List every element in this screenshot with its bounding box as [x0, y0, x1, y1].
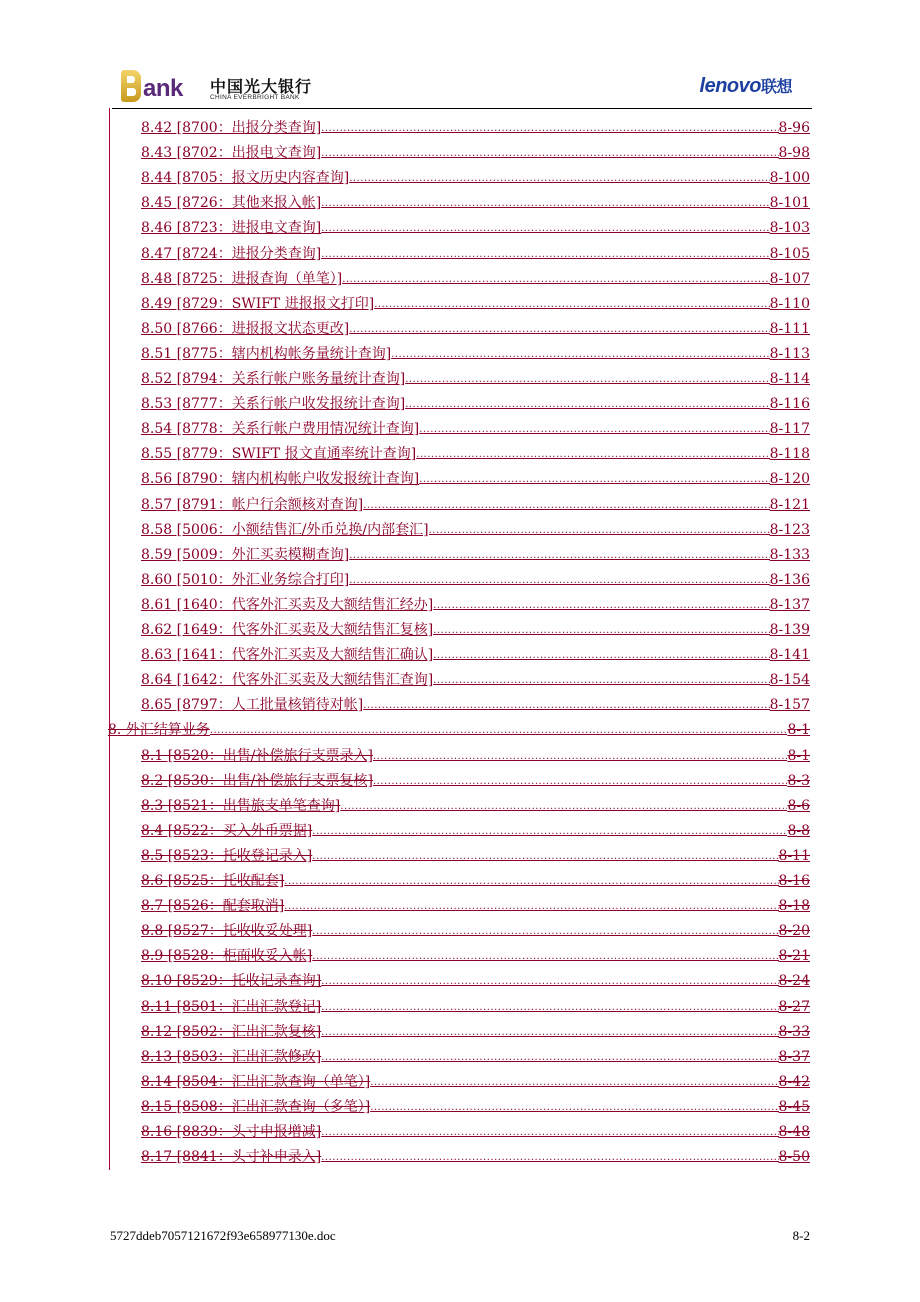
toc-entry-page: 8-20: [778, 923, 810, 940]
toc-entry-page: 8-123: [769, 521, 810, 538]
toc-leader-dots: [349, 170, 769, 187]
toc-leader-dots: [391, 346, 769, 363]
toc-entry-title: 8.8 [8527：托收收妥处理]: [141, 923, 313, 940]
toc-leader-dots: [433, 597, 769, 614]
toc-entry-title: 8.13 [8503：汇出汇款修改]: [141, 1048, 322, 1065]
bank-name-en: CHINA EVERBRIGHT BANK: [210, 94, 300, 101]
toc-entry[interactable]: [141, 239, 810, 263]
toc-entry-title: 8.12 [8502：汇出汇款复核]: [141, 1023, 322, 1040]
toc-entry-title: 8.48 [8725：进报查询（单笔）]: [141, 270, 343, 287]
toc-leader-dots: [321, 1149, 778, 1166]
toc-entry[interactable]: [141, 439, 810, 463]
toc-entry-page: 8-157: [769, 697, 810, 714]
toc-entry-title: 8.62 [1649：代客外汇买卖及大额结售汇复核]: [141, 622, 434, 638]
toc-leader-dots: [433, 647, 769, 664]
toc-leader-dots: [284, 898, 778, 915]
toc-leader-dots: [373, 773, 787, 790]
toc-entry-page: 8-100: [769, 170, 810, 187]
toc-entry[interactable]: [141, 339, 810, 363]
toc-entry-title: 8.65 [8797：人工批量核销待对帐]: [141, 697, 364, 714]
toc-entry-title: 8.43 [8702：出报电文查询]: [141, 145, 322, 162]
toc-entry-page: 8-11: [778, 847, 810, 864]
revision-bar: [109, 108, 110, 1170]
toc-entry[interactable]: [141, 1117, 810, 1141]
toc-entry[interactable]: [141, 866, 810, 890]
toc-entry-page: 8-45: [778, 1098, 810, 1115]
toc-leader-dots: [321, 195, 769, 212]
toc-entry[interactable]: [141, 916, 810, 940]
toc-entry-title: 8.63 [1641：代客外汇买卖及大额结售汇确认]: [141, 647, 434, 664]
toc-entry[interactable]: [141, 841, 810, 865]
toc-entry[interactable]: [141, 464, 810, 488]
toc-entry-page: 8-50: [778, 1149, 810, 1166]
toc-leader-dots: [370, 1099, 778, 1116]
toc-leader-dots: [419, 421, 769, 438]
toc-entry[interactable]: [141, 640, 810, 664]
toc-entry-page: 8-48: [778, 1124, 810, 1140]
toc-entry-title: 8.58 [5006：小额结售汇/外币兑换/内部套汇]: [141, 521, 429, 538]
toc-entry-title: 8.57 [8791：帐户行余额核对查询]: [141, 496, 364, 513]
toc-entry-page: 8-101: [769, 195, 810, 212]
toc-entry[interactable]: [141, 1017, 810, 1041]
toc-entry-title: 8.61 [1640：代客外汇买卖及大额结售汇经办]: [141, 596, 434, 613]
toc-entry-title: 8.46 [8723：进报电文查询]: [141, 220, 322, 237]
toc-entry-page: 8-96: [778, 120, 810, 136]
toc-entry[interactable]: [141, 490, 810, 514]
toc-entry-title: 8.11 [8501：汇出汇款登记]: [141, 998, 322, 1015]
toc-leader-dots: [370, 1074, 778, 1091]
toc-entry[interactable]: [141, 565, 810, 589]
toc-leader-dots: [321, 1024, 778, 1041]
toc-leader-dots: [312, 823, 787, 840]
toc-leader-dots: [433, 672, 769, 689]
toc-entry-title: 8.45 [8726：其他来报入帐]: [141, 195, 322, 212]
toc-entry-title: 8.50 [8766：进报报文状态更改]: [141, 320, 350, 337]
toc-entry-page: 8-27: [778, 998, 810, 1015]
toc-leader-dots: [433, 622, 769, 639]
toc-entry[interactable]: [141, 364, 810, 388]
toc-entry[interactable]: [141, 264, 810, 288]
toc-entry-page: 8-33: [778, 1023, 810, 1040]
toc-entry[interactable]: [141, 515, 810, 539]
toc-entry-page: 8-139: [769, 622, 810, 638]
toc-entry-page: 8-116: [769, 396, 810, 413]
toc-leader-dots: [349, 321, 769, 338]
toc-entry-page: 8-1: [787, 747, 810, 764]
toc-entry-title: 8.44 [8705：报文历史内容查询]: [141, 170, 350, 187]
toc-entry[interactable]: [141, 941, 810, 965]
toc-entry[interactable]: [141, 690, 810, 714]
toc-entry-page: 8-24: [778, 973, 810, 990]
toc-leader-dots: [373, 748, 787, 765]
toc-leader-dots: [321, 999, 778, 1016]
toc-entry[interactable]: [141, 414, 810, 438]
toc-entry-title: 8.16 [8839：头寸申报增减]: [141, 1124, 322, 1140]
toc-entry[interactable]: [141, 590, 810, 614]
toc-entry-title: 8.6 [8525：托收配套]: [141, 873, 285, 889]
toc-entry-title: 8.56 [8790：辖内机构帐户收发报统计查询]: [141, 471, 420, 488]
lenovo-logo-cn: 联想: [760, 77, 792, 96]
toc-leader-dots: [429, 522, 770, 539]
toc-leader-dots: [340, 798, 787, 815]
toc-leader-dots: [405, 371, 769, 388]
toc-entry-title: 8.7 [8526：配套取消]: [141, 898, 285, 915]
toc-entry-title: 8.10 [8529：托收记录查询]: [141, 973, 322, 990]
toc-entry-page: 8-137: [769, 596, 810, 613]
toc-entry-title: 8.64 [1642：代客外汇买卖及大额结售汇查询]: [141, 672, 434, 689]
toc-entry-page: 8-113: [769, 345, 810, 362]
toc-entry[interactable]: [141, 314, 810, 338]
toc-entry-title: 8.49 [8729：SWIFT 进报报文打印]: [141, 295, 375, 312]
bank-logo-b-icon: [121, 70, 141, 102]
toc-entry[interactable]: [141, 289, 810, 313]
bank-name-cn: 中国光大银行: [210, 77, 313, 96]
toc-entry-title: 8.9 [8528：柜面收妥入帐]: [141, 948, 313, 965]
toc-entry-page: 8-110: [769, 295, 810, 312]
toc-entry-page: 8-98: [778, 145, 810, 162]
toc-entry[interactable]: [141, 188, 810, 212]
toc-entry[interactable]: [141, 665, 810, 689]
toc-leader-dots: [374, 296, 769, 313]
toc-entry[interactable]: [141, 138, 810, 162]
toc-entry-title: 8.52 [8794：关系行帐户账务量统计查询]: [141, 371, 406, 387]
toc-entry-page: 8-136: [769, 571, 810, 588]
toc-entry-page: 8-103: [769, 220, 810, 237]
toc-entry[interactable]: [141, 113, 810, 137]
toc-leader-dots: [321, 246, 769, 263]
toc-entry[interactable]: [141, 1092, 810, 1116]
toc-entry-title: 8.2 [8530：出售/补偿旅行支票复核]: [141, 772, 373, 789]
toc-entry[interactable]: [141, 791, 810, 815]
toc-entry[interactable]: [141, 1142, 810, 1166]
toc-entry-title: 8.17 [8841：头寸补申录入]: [141, 1149, 322, 1166]
toc-entry-page: 8-154: [769, 672, 810, 689]
toc-entry[interactable]: [141, 992, 810, 1016]
toc-entry-page: 8-133: [769, 546, 810, 563]
toc-entry-title: 8.15 [8508：汇出汇款查询（多笔）]: [141, 1098, 371, 1115]
toc-entry-title: 8.55 [8779：SWIFT 报文直通率统计查询]: [141, 446, 417, 463]
toc-entry[interactable]: [141, 1067, 810, 1091]
toc-entry-page: 8-1: [787, 722, 810, 739]
toc-entry-title: 8.42 [8700：出报分类查询]: [141, 120, 322, 136]
toc-entry[interactable]: [141, 615, 810, 639]
toc-entry-title: 8.53 [8777：关系行帐户收发报统计查询]: [141, 396, 406, 413]
toc-entry-page: 8-42: [778, 1073, 810, 1090]
toc-entry[interactable]: [108, 715, 810, 739]
toc-entry-page: 8-18: [778, 898, 810, 915]
toc-entry-page: 8-117: [769, 421, 810, 438]
toc-leader-dots: [210, 722, 788, 739]
toc-entry-page: 8-114: [769, 371, 810, 387]
toc-entry-page: 8-37: [778, 1048, 810, 1065]
toc-leader-dots: [405, 396, 769, 413]
toc-entry-title: 8.3 [8521：出售旅支单笔查询]: [141, 797, 341, 814]
toc-leader-dots: [419, 471, 769, 488]
toc-entry-page: 8-6: [787, 797, 810, 814]
toc-entry[interactable]: [141, 766, 810, 790]
toc-leader-dots: [363, 497, 769, 514]
toc-entry-page: 8-105: [769, 245, 810, 262]
toc-entry[interactable]: [141, 213, 810, 237]
toc-entry-page: 8-141: [769, 647, 810, 664]
lenovo-logo: [700, 74, 792, 98]
toc-entry[interactable]: [141, 1042, 810, 1066]
toc-leader-dots: [349, 547, 769, 564]
toc-leader-dots: [312, 923, 778, 940]
toc-leader-dots: [349, 572, 769, 589]
toc-leader-dots: [312, 948, 778, 965]
toc-entry[interactable]: [141, 741, 810, 765]
toc-leader-dots: [321, 120, 778, 137]
footer-page-number: 8-2: [792, 1228, 810, 1243]
header-rule: [112, 108, 812, 109]
toc-leader-dots: [321, 973, 778, 990]
toc-entry[interactable]: [141, 891, 810, 915]
toc-entry-title: 8.5 [8523：托收登记录入]: [141, 847, 313, 864]
toc-entry-page: 8-111: [769, 320, 810, 337]
toc-entry-page: 8-118: [769, 446, 810, 463]
toc-entry-title: 8.60 [5010：外汇业务综合打印]: [141, 571, 350, 588]
toc-leader-dots: [321, 220, 769, 237]
toc-entry-title: 8.47 [8724：进报分类查询]: [141, 245, 322, 262]
footer-filename: 5727ddeb7057121672f93e658977130e.doc: [110, 1228, 336, 1243]
toc-entry-page: 8-21: [778, 948, 810, 965]
bank-logo-text: ank: [143, 75, 183, 102]
toc-entry-title: 8. 外汇结算业务: [108, 722, 210, 739]
toc-leader-dots: [342, 271, 769, 288]
toc-leader-dots: [363, 697, 769, 714]
toc-leader-dots: [321, 145, 778, 162]
toc-entry[interactable]: [141, 540, 810, 564]
toc-entry[interactable]: [141, 966, 810, 990]
toc-leader-dots: [284, 873, 778, 890]
toc-entry-title: 8.1 [8520：出售/补偿旅行支票录入]: [141, 747, 373, 764]
toc-entry[interactable]: [141, 816, 810, 840]
toc-entry[interactable]: [141, 389, 810, 413]
toc-entry-page: 8-107: [769, 270, 810, 287]
toc-leader-dots: [416, 446, 769, 463]
toc-entry-page: 8-3: [787, 772, 810, 789]
page-header: [112, 64, 812, 108]
toc-entry-title: 8.59 [5009：外汇买卖模糊查询]: [141, 546, 350, 563]
toc-leader-dots: [321, 1049, 778, 1066]
bank-logo: [121, 70, 191, 104]
toc-leader-dots: [321, 1124, 778, 1141]
toc-entry-title: 8.51 [8775：辖内机构帐务量统计查询]: [141, 345, 392, 362]
toc-entry-page: 8-8: [787, 822, 810, 839]
toc-entry-title: 8.54 [8778：关系行帐户费用情况统计查询]: [141, 421, 420, 438]
toc-entry-title: 8.4 [8522：买入外币票据]: [141, 822, 313, 839]
toc-entry-page: 8-121: [769, 496, 810, 513]
toc-entry-page: 8-16: [778, 873, 810, 889]
lenovo-logo-text: lenovo: [699, 75, 761, 97]
toc-leader-dots: [312, 848, 778, 865]
toc-entry-page: 8-120: [769, 471, 810, 488]
toc-entry[interactable]: [141, 163, 810, 187]
toc-entry-title: 8.14 [8504：汇出汇款查询（单笔）]: [141, 1073, 371, 1090]
